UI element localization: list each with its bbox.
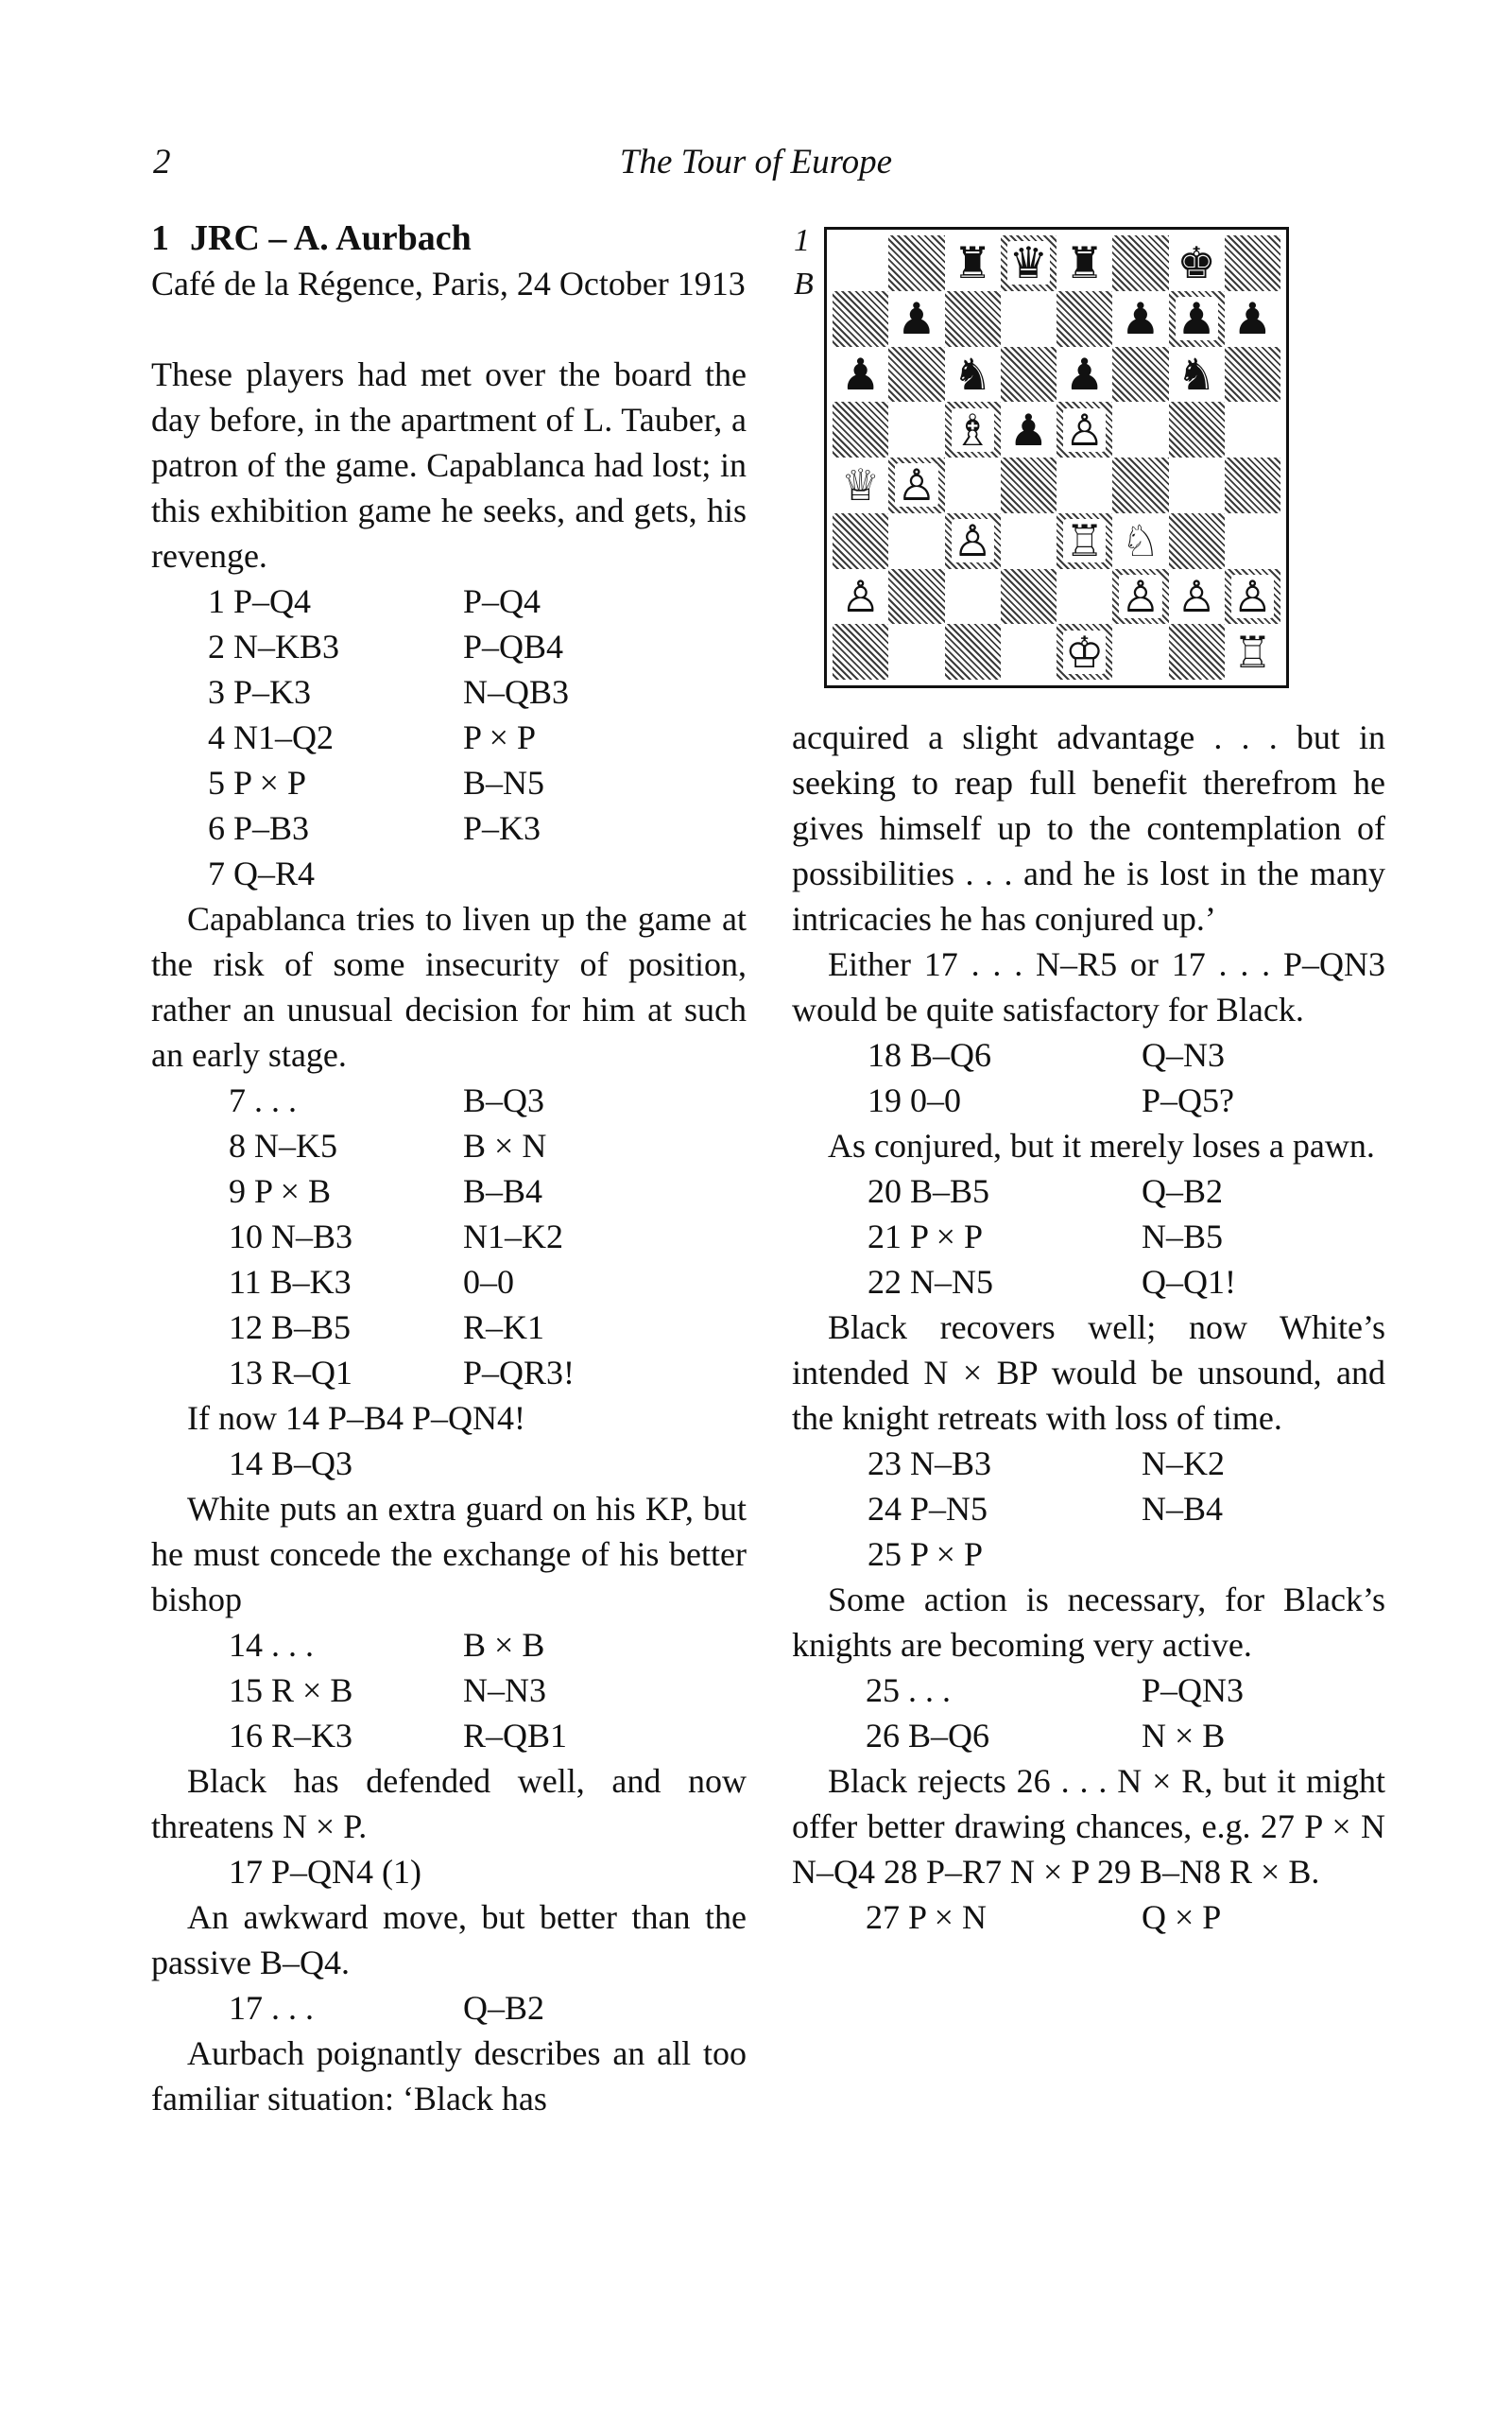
white-move: 3 P–K3 [208,673,312,711]
move-row [151,1123,747,1168]
move-list [792,1668,1385,1758]
square-h6 [1225,347,1280,403]
square-g2 [1169,569,1225,625]
black-move: P × P [463,718,537,756]
square-g7 [1169,291,1225,347]
square-h7 [1225,291,1280,347]
white-move: 4 N1–Q2 [208,718,334,756]
move-row [792,1259,1385,1305]
move-row [151,624,747,669]
annotation: acquired a slight advantage . . . but in seeking to reap full benefit therefrom he gives himself up to the contemplation of possibilities . . . and he is lost in the many intricacies he has conjured up.’ [792,718,1385,938]
move-row [151,1985,747,2031]
white-move: 14 B–Q3 [229,1444,353,1482]
chess-piece-icon: ♙ [953,515,992,567]
move-row [151,851,747,896]
white-move: 18 B–Q6 [868,1036,992,1074]
black-move: Q–Q1! [1142,1263,1236,1301]
square-g1 [1169,624,1225,680]
square-a6 [833,347,888,403]
square-a1 [833,624,888,680]
chess-piece-icon: ♖ [1232,626,1272,678]
move-row [792,1531,1385,1577]
white-move: 9 P × B [229,1172,331,1210]
square-c2 [945,569,1001,625]
square-b6 [888,347,944,403]
square-c6 [945,347,1001,403]
black-move: B–N5 [463,764,545,802]
chess-piece-icon: ♙ [1232,570,1272,622]
move-row [151,715,747,760]
black-move: R–K1 [463,1308,545,1346]
move-row [792,1713,1385,1758]
black-move: Q–N3 [1142,1036,1225,1074]
intro-paragraph: These players had met over the board the day before, in the apartment of L. Tauber, a patron of the game. Capablanca had lost; in this exhibition game he seeks, and gets, his revenge. [151,355,747,575]
square-b5 [888,402,944,458]
square-c8 [945,235,1001,291]
move-row [151,1214,747,1259]
white-move: 14 . . . [229,1626,314,1664]
white-move: 17 . . . [229,1989,314,2027]
white-move: 8 N–K5 [229,1127,337,1165]
chess-piece-icon: ♟ [1008,404,1048,456]
white-move: 24 P–N5 [868,1490,988,1528]
square-e4 [1057,458,1112,513]
diagram-number: 1 [794,223,810,258]
move-row [792,1078,1385,1123]
annotation: Black rejects 26 . . . N × R, but it might offer better drawing chances, e.g. 27 P × N N–Q4 28 P–R7 N × P 29 B–N8 R × B. [792,1762,1385,1891]
square-a5 [833,402,888,458]
square-h3 [1225,513,1280,569]
square-h1 [1225,624,1280,680]
move-row [151,1441,747,1486]
square-e5 [1057,402,1112,458]
square-h4 [1225,458,1280,513]
square-g5 [1169,402,1225,458]
move-row [151,1350,747,1395]
annotation: Capablanca tries to liven up the game at the risk of some insecurity of position, rather an unusual decision for him at such an early stage. [151,900,747,1074]
chess-diagram [824,227,1289,688]
chess-piece-icon: ♖ [1065,515,1105,567]
black-move: Q × P [1142,1898,1222,1936]
black-move [1142,1531,1385,1577]
annotation: An awkward move, but better than the passive B–Q4. [151,1898,747,1981]
move-list [792,1032,1385,1123]
annotation: Aurbach poignantly describes an all too familiar situation: ‘Black has [151,2034,747,2118]
white-move: 23 N–B3 [868,1444,992,1482]
right-column [792,715,1385,1940]
square-f3 [1112,513,1168,569]
black-move: P–QN3 [1142,1671,1245,1709]
white-move: 15 R × B [229,1671,353,1709]
square-g6 [1169,347,1225,403]
move-list [792,1168,1385,1305]
move-row [151,1078,747,1123]
square-c4 [945,458,1001,513]
white-move: 21 P × P [868,1218,984,1255]
square-g4 [1169,458,1225,513]
move-row [151,1849,747,1894]
white-move: 25 . . . [866,1671,951,1709]
chess-piece-icon: ♙ [897,459,936,511]
square-b7 [888,291,944,347]
chess-piece-icon: ♙ [1065,404,1105,456]
annotation: If now 14 P–B4 P–QN4! [187,1399,526,1437]
square-b3 [888,513,944,569]
black-move: B × N [463,1127,547,1165]
black-move: B–B4 [463,1172,543,1210]
move-row [792,1668,1385,1713]
move-row [151,805,747,851]
annotation: Some action is necessary, for Black’s knights are becoming very active. [792,1581,1385,1664]
square-f7 [1112,291,1168,347]
square-d1 [1001,624,1057,680]
square-a4 [833,458,888,513]
black-move: N–B4 [1142,1490,1224,1528]
chess-piece-icon: ♟ [841,348,881,400]
black-move [463,851,747,896]
game-number: 1 [151,218,169,258]
spacer [151,306,747,352]
black-move: Q–B2 [463,1989,545,2027]
square-d6 [1001,347,1057,403]
square-h5 [1225,402,1280,458]
move-row [151,669,747,715]
annotation: Black has defended well, and now threatens N × P. [151,1762,747,1845]
square-g3 [1169,513,1225,569]
chess-piece-icon: ♜ [953,237,992,289]
white-move: 1 P–Q4 [208,582,312,620]
square-f2 [1112,569,1168,625]
move-row [792,1486,1385,1531]
move-row [792,1032,1385,1078]
square-d5 [1001,402,1057,458]
move-row [792,1168,1385,1214]
white-move: 12 B–B5 [229,1308,352,1346]
move-row [792,1894,1385,1940]
square-e6 [1057,347,1112,403]
black-move: P–K3 [463,809,541,847]
white-move: 5 P × P [208,764,307,802]
move-row [151,760,747,805]
move-row [151,1259,747,1305]
chess-piece-icon: ♟ [1177,293,1216,345]
square-a7 [833,291,888,347]
game-heading [151,216,747,261]
white-move: 10 N–B3 [229,1218,353,1255]
move-list [151,1985,747,2031]
black-move [463,1441,747,1486]
square-b8 [888,235,944,291]
square-e1 [1057,624,1112,680]
square-f4 [1112,458,1168,513]
black-move: P–QB4 [463,628,564,666]
move-row [151,1668,747,1713]
chess-piece-icon: ♚ [1177,237,1216,289]
black-move: Q–B2 [1142,1172,1224,1210]
diagram-side-to-move: B [794,267,814,302]
annotation: White puts an extra guard on his KP, but he must concede the exchange of his better bishop [151,1490,747,1618]
running-title: The Tour of Europe [619,143,893,182]
move-row [151,1713,747,1758]
chess-piece-icon: ♙ [1121,570,1160,622]
black-move: B × B [463,1626,545,1664]
white-move: 2 N–KB3 [208,628,340,666]
chess-piece-icon: ♔ [1065,626,1105,678]
square-h2 [1225,569,1280,625]
left-column [151,216,747,2121]
annotation: As conjured, but it merely loses a pawn. [828,1127,1375,1165]
square-b1 [888,624,944,680]
annotation: Black recovers well; now White’s intended N × BP would be unsound, and the knight retreats with loss of time. [792,1308,1385,1437]
black-move: N–B5 [1142,1218,1224,1255]
chess-piece-icon: ♛ [1008,237,1048,289]
move-row [151,1168,747,1214]
annotation: Either 17 . . . N–R5 or 17 . . . P–QN3 would be quite satisfactory for Black. [792,945,1385,1028]
square-e2 [1057,569,1112,625]
square-c1 [945,624,1001,680]
black-move: P–QR3! [463,1354,576,1392]
black-move: P–Q4 [463,582,541,620]
move-list [151,1849,747,1894]
square-a2 [833,569,888,625]
chess-piece-icon: ♙ [1177,570,1216,622]
chess-piece-icon: ♟ [1065,348,1105,400]
square-g8 [1169,235,1225,291]
chess-piece-icon: ♞ [1177,348,1216,400]
white-move: 7 Q–R4 [208,855,316,892]
move-list [151,1078,747,1395]
move-row [151,1622,747,1668]
square-d4 [1001,458,1057,513]
square-a3 [833,513,888,569]
move-list [151,579,747,896]
black-move: N–N3 [463,1671,546,1709]
square-c7 [945,291,1001,347]
white-move: 11 B–K3 [229,1263,352,1301]
square-e3 [1057,513,1112,569]
chess-piece-icon: ♘ [1121,515,1160,567]
chess-piece-icon: ♞ [953,348,992,400]
chess-piece-icon: ♜ [1065,237,1105,289]
white-move: 22 N–N5 [868,1263,993,1301]
chess-piece-icon: ♟ [897,293,936,345]
move-row [792,1441,1385,1486]
square-f8 [1112,235,1168,291]
square-d2 [1001,569,1057,625]
move-list [792,1894,1385,1940]
black-move: R–QB1 [463,1717,568,1754]
white-move: 17 P–QN4 (1) [229,1853,421,1891]
chess-piece-icon: ♕ [841,459,881,511]
white-move: 27 P × N [866,1898,987,1936]
black-move: N × B [1142,1717,1226,1754]
white-move: 20 B–B5 [868,1172,990,1210]
white-move: 25 P × P [868,1535,984,1573]
black-move: P–Q5? [1142,1081,1234,1119]
game-players: JRC – A. Aurbach [190,218,472,258]
move-row [151,579,747,624]
chess-piece-icon: ♟ [1121,293,1160,345]
chess-piece-icon: ♟ [1232,293,1272,345]
move-list [151,1622,747,1758]
square-f5 [1112,402,1168,458]
chess-piece-icon: ♙ [841,570,881,622]
black-move: N1–K2 [463,1218,563,1255]
page-number: 2 [153,143,171,182]
move-list [792,1441,1385,1577]
white-move: 26 B–Q6 [866,1717,990,1754]
move-row [792,1214,1385,1259]
square-d8 [1001,235,1057,291]
square-c3 [945,513,1001,569]
black-move: N–QB3 [463,673,570,711]
chess-piece-icon: ♗ [953,404,992,456]
square-e8 [1057,235,1112,291]
move-list [151,1441,747,1486]
black-move: N–K2 [1142,1444,1225,1482]
black-move: B–Q3 [463,1081,545,1119]
square-e7 [1057,291,1112,347]
square-b4 [888,458,944,513]
white-move: 6 P–B3 [208,809,310,847]
square-b2 [888,569,944,625]
game-venue: Café de la Régence, Paris, 24 October 1913 [151,265,746,302]
square-f1 [1112,624,1168,680]
black-move: 0–0 [463,1263,514,1301]
square-h8 [1225,235,1280,291]
white-move: 19 0–0 [868,1081,961,1119]
white-move: 16 R–K3 [229,1717,353,1754]
square-f6 [1112,347,1168,403]
move-row [151,1305,747,1350]
white-move: 7 . . . [229,1081,297,1119]
white-move: 13 R–Q1 [229,1354,353,1392]
square-a8 [833,235,888,291]
square-d7 [1001,291,1057,347]
black-move [463,1849,747,1894]
square-c5 [945,402,1001,458]
square-d3 [1001,513,1057,569]
